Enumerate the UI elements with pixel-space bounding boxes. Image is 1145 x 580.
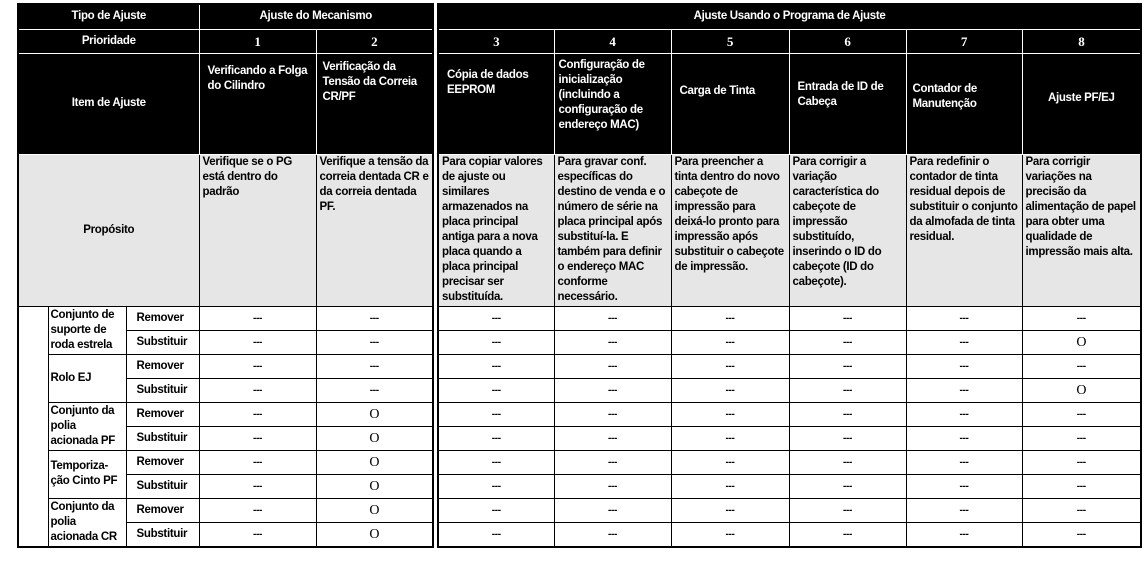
table-row — [18, 354, 433, 378]
item-4: Configuração de inicialização (incluindo a configuração de endereço MAC) — [554, 53, 671, 154]
cell-value: --- — [554, 354, 671, 378]
table-row — [438, 450, 1141, 474]
table-row — [438, 522, 1141, 547]
cell-value: --- — [906, 330, 1022, 354]
cell-value: --- — [789, 426, 906, 450]
cell-value: O — [316, 474, 433, 498]
part-action: Remover — [126, 402, 199, 426]
proposito-label: Propósito — [18, 154, 199, 306]
program-adjustment-table — [437, 3, 1142, 548]
cell-value: --- — [671, 378, 789, 402]
table-row — [438, 306, 1141, 330]
cell-value: --- — [1022, 522, 1141, 547]
part-action: Remover — [126, 354, 199, 378]
part-name: Conjunto da polia acionada PF — [48, 402, 126, 450]
item-5: Carga de Tinta — [671, 53, 789, 154]
cell-value: --- — [316, 306, 433, 330]
purpose-5: Para preencher a tinta dentro do novo cabeçote de impressão para deixá-lo pronto para impressão após substituir o cabeçote de impressão. — [671, 154, 789, 306]
cell-value: --- — [1022, 450, 1141, 474]
cell-value: --- — [789, 474, 906, 498]
table-row — [18, 306, 433, 330]
mecanismo-header: Ajuste do Mecanismo — [199, 4, 433, 29]
cell-value: --- — [554, 474, 671, 498]
part-name: Conjunto da polia acionada CR — [48, 498, 126, 547]
part-name: Rolo EJ — [48, 354, 126, 402]
table-row — [438, 402, 1141, 426]
cell-value: --- — [1022, 474, 1141, 498]
purpose-4: Para gravar conf. específicas do destino de venda e o número de série na placa principal após substituí-la. E também para definir o endereço MAC conforme necessário. — [554, 154, 671, 306]
programa-header: Ajuste Usando o Programa de Ajuste — [438, 4, 1141, 29]
part-action: Remover — [126, 498, 199, 522]
table-row — [438, 426, 1141, 450]
cell-value: --- — [1022, 306, 1141, 330]
purpose-8: Para corrigir variações na precisão da alimentação de papel para obter uma qualidade de impressão mais alta. — [1022, 154, 1141, 306]
cell-value: --- — [906, 498, 1022, 522]
priority-7: 7 — [906, 29, 1022, 53]
nome-da-peca-label — [18, 306, 48, 547]
cell-value: --- — [671, 330, 789, 354]
purpose-6: Para corrigir a variação característica do cabeçote de impressão substituído, inserindo o ID do cabeçote (ID do cabeçote). — [789, 154, 906, 306]
purpose-3: Para copiar valores de ajuste ou similares armazenados na placa principal antiga para a nova placa quando a placa principal precisar ser substituída. — [438, 154, 554, 306]
part-action: Remover — [126, 450, 199, 474]
cell-value: --- — [554, 330, 671, 354]
table-row — [438, 354, 1141, 378]
priority-8: 8 — [1022, 29, 1141, 53]
item-1: Verificando a Folga do Cilindro — [199, 53, 316, 154]
cell-value: --- — [789, 306, 906, 330]
cell-value: --- — [199, 354, 316, 378]
item-7: Contador de Manutenção — [906, 53, 1022, 154]
part-name: Temporiza-ção Cinto PF — [48, 450, 126, 498]
cell-value: --- — [199, 498, 316, 522]
part-action: Substituir — [126, 426, 199, 450]
part-action: Substituir — [126, 474, 199, 498]
table-row — [18, 498, 433, 522]
cell-value: --- — [671, 306, 789, 330]
cell-value: --- — [789, 450, 906, 474]
table-row — [438, 498, 1141, 522]
item-3: Cópia de dados EEPROM — [438, 53, 554, 154]
table-row — [438, 474, 1141, 498]
cell-value: --- — [906, 474, 1022, 498]
cell-value: --- — [438, 426, 554, 450]
cell-value: --- — [199, 402, 316, 426]
cell-value: O — [316, 426, 433, 450]
cell-value: --- — [906, 378, 1022, 402]
cell-value: --- — [554, 306, 671, 330]
part-action: Substituir — [126, 330, 199, 354]
cell-value: --- — [438, 522, 554, 547]
cell-value: --- — [1022, 354, 1141, 378]
cell-value: --- — [199, 378, 316, 402]
cell-value: --- — [671, 474, 789, 498]
priority-1: 1 — [199, 29, 316, 53]
table-row — [438, 378, 1141, 402]
cell-value: --- — [554, 402, 671, 426]
cell-value: --- — [1022, 402, 1141, 426]
priority-3: 3 — [438, 29, 554, 53]
cell-value: --- — [671, 402, 789, 426]
cell-value: --- — [438, 378, 554, 402]
item-2: Verificação da Tensão da Correia CR/PF — [316, 53, 433, 154]
item-6: Entrada de ID de Cabeça — [789, 53, 906, 154]
cell-value: O — [316, 402, 433, 426]
cell-value: --- — [554, 450, 671, 474]
cell-value: --- — [906, 450, 1022, 474]
item-8: Ajuste PF/EJ — [1022, 53, 1141, 154]
cell-value: --- — [554, 378, 671, 402]
purpose-1: Verifique se o PG está dentro do padrão — [199, 154, 316, 306]
cell-value: --- — [438, 330, 554, 354]
cell-value: O — [316, 450, 433, 474]
cell-value: --- — [199, 522, 316, 547]
cell-value: --- — [316, 330, 433, 354]
cell-value: O — [1022, 330, 1141, 354]
cell-value: --- — [554, 522, 671, 547]
cell-value: --- — [671, 354, 789, 378]
cell-value: --- — [1022, 498, 1141, 522]
priority-4: 4 — [554, 29, 671, 53]
cell-value: --- — [554, 498, 671, 522]
priority-2: 2 — [316, 29, 433, 53]
cell-value: --- — [316, 354, 433, 378]
priority-6: 6 — [789, 29, 906, 53]
cell-value: --- — [789, 378, 906, 402]
cell-value: --- — [671, 426, 789, 450]
cell-value: --- — [554, 426, 671, 450]
cell-value: --- — [438, 474, 554, 498]
purpose-2: Verifique a tensão da correia dentada CR e da correia dentada PF. — [316, 154, 433, 306]
cell-value: --- — [906, 402, 1022, 426]
part-name: Conjunto de suporte de roda estrela — [48, 306, 126, 354]
purpose-7: Para redefinir o contador de tinta residual depois de substituir o conjunto da almofada de tinta residual. — [906, 154, 1022, 306]
tipo-de-ajuste-label: Tipo de Ajuste — [18, 4, 199, 29]
cell-value: --- — [438, 498, 554, 522]
cell-value: --- — [789, 330, 906, 354]
part-action: Remover — [126, 306, 199, 330]
cell-value: --- — [789, 522, 906, 547]
cell-value: O — [316, 498, 433, 522]
table-row — [18, 450, 433, 474]
cell-value: --- — [789, 402, 906, 426]
part-action: Substituir — [126, 522, 199, 547]
part-action: Substituir — [126, 378, 199, 402]
cell-value: --- — [199, 426, 316, 450]
cell-value: --- — [671, 450, 789, 474]
cell-value: --- — [316, 378, 433, 402]
cell-value: --- — [199, 306, 316, 330]
cell-value: --- — [789, 354, 906, 378]
cell-value: --- — [671, 522, 789, 547]
prioridade-label: Prioridade — [18, 29, 199, 53]
table-row — [438, 330, 1141, 354]
cell-value: O — [1022, 378, 1141, 402]
cell-value: --- — [906, 426, 1022, 450]
cell-value: O — [316, 522, 433, 547]
cell-value: --- — [438, 306, 554, 330]
cell-value: --- — [789, 498, 906, 522]
table-row — [18, 402, 433, 426]
cell-value: --- — [438, 402, 554, 426]
cell-value: --- — [671, 498, 789, 522]
priority-5: 5 — [671, 29, 789, 53]
cell-value: --- — [438, 354, 554, 378]
cell-value: --- — [199, 330, 316, 354]
cell-value: --- — [1022, 426, 1141, 450]
mechanism-adjustment-table — [17, 3, 434, 548]
cell-value: --- — [906, 354, 1022, 378]
cell-value: --- — [906, 522, 1022, 547]
cell-value: --- — [906, 306, 1022, 330]
cell-value: --- — [438, 450, 554, 474]
cell-value: --- — [199, 450, 316, 474]
item-de-ajuste-label: Item de Ajuste — [18, 53, 199, 154]
cell-value: --- — [199, 474, 316, 498]
